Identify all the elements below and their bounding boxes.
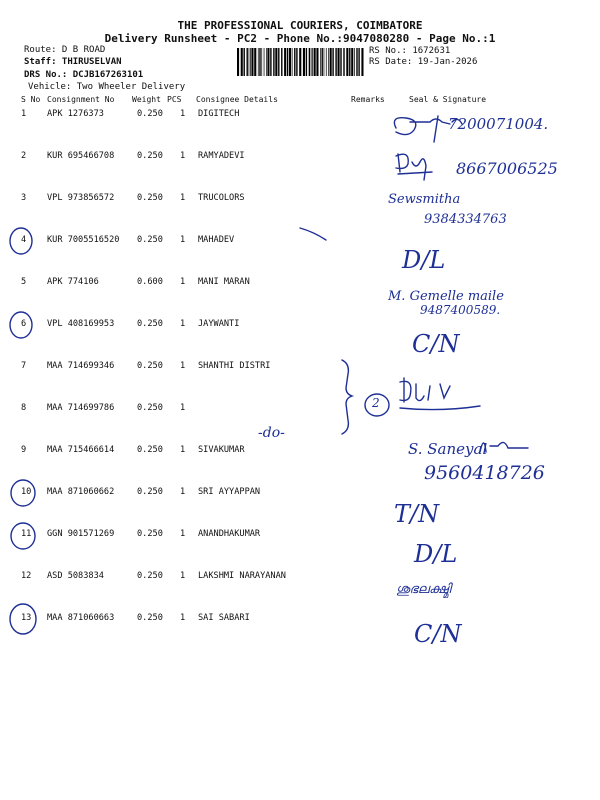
table-row xyxy=(0,613,600,627)
cell-pcs: 1 xyxy=(180,235,186,245)
cell-sno: 9 xyxy=(21,445,27,455)
cell-sno: 7 xyxy=(21,361,27,371)
cell-weight: 0.250 xyxy=(137,193,163,203)
cell-consignment: KUR 695466708 xyxy=(47,151,115,161)
table-row xyxy=(0,571,600,585)
cell-consignment: MAA 871060663 xyxy=(47,613,115,623)
cell-weight: 0.600 xyxy=(137,277,163,287)
handwritten-signature-9: S. Saneyal xyxy=(408,440,488,458)
cell-weight: 0.250 xyxy=(137,361,163,371)
cell-weight: 0.250 xyxy=(137,151,163,161)
column-header-consignment: Consignment No xyxy=(47,95,115,104)
column-header-sno: S No xyxy=(21,95,41,104)
column-header-consignee: Consignee Details xyxy=(196,95,278,104)
cell-weight: 0.250 xyxy=(137,487,163,497)
cell-pcs: 1 xyxy=(180,487,186,497)
drs-number: DRS No.: DCJB167263101 xyxy=(24,70,144,80)
table-row xyxy=(0,445,600,459)
cell-consignment: GGN 901571269 xyxy=(47,529,115,539)
cell-sno: 4 xyxy=(21,235,27,245)
handwritten-remark-6: C/N xyxy=(412,330,460,358)
cell-weight: 0.250 xyxy=(137,445,163,455)
cell-consignee: LAKSHMI NARAYANAN xyxy=(198,571,286,581)
cell-consignment: VPL 408169953 xyxy=(47,319,115,329)
cell-consignment: MAA 715466614 xyxy=(47,445,115,455)
column-header-pcs: PCS xyxy=(167,95,182,104)
cell-consignee: SRI AYYAPPAN xyxy=(198,487,261,497)
cell-consignment: MAA 871060662 xyxy=(47,487,115,497)
handwritten-phone-3: 9384334763 xyxy=(424,212,507,227)
cell-consignment: APK 774106 xyxy=(47,277,99,287)
cell-consignee: SHANTHI DISTRI xyxy=(198,361,271,371)
handwritten-signature-3: Sewsmitha xyxy=(388,192,461,207)
barcode xyxy=(236,48,364,76)
cell-pcs: 1 xyxy=(180,445,186,455)
cell-weight: 0.250 xyxy=(137,529,163,539)
cell-sno: 13 xyxy=(21,613,32,623)
cell-pcs: 1 xyxy=(180,361,186,371)
cell-sno: 2 xyxy=(21,151,27,161)
cell-consignment: APK 1276373 xyxy=(47,109,104,119)
rs-number: RS No.: 1672631 xyxy=(369,46,451,56)
cell-sno: 8 xyxy=(21,403,27,413)
cell-weight: 0.250 xyxy=(137,403,163,413)
table-row xyxy=(0,529,600,543)
cell-weight: 0.250 xyxy=(137,613,163,623)
cell-consignment: ASD 5083834 xyxy=(47,571,104,581)
cell-pcs: 1 xyxy=(180,151,186,161)
table-row xyxy=(0,361,600,375)
handwritten-signature-5: M. Gemelle maile xyxy=(388,289,504,304)
cell-consignee: MANI MARAN xyxy=(198,277,250,287)
handwritten-remark-11: D/L xyxy=(414,540,458,568)
column-header-weight: Weight xyxy=(132,95,161,104)
cell-consignee: DIGITECH xyxy=(198,109,240,119)
handwritten-phone-5: 9487400589. xyxy=(420,303,501,317)
cell-consignment: KUR 7005516520 xyxy=(47,235,120,245)
cell-pcs: 1 xyxy=(180,193,186,203)
cell-consignee: JAYWANTI xyxy=(198,319,240,329)
cell-weight: 0.250 xyxy=(137,319,163,329)
cell-sno: 10 xyxy=(21,487,32,497)
handwritten-remark-4: D/L xyxy=(402,246,446,274)
handwritten-ditto: -do- xyxy=(258,425,285,441)
cell-sno: 3 xyxy=(21,193,27,203)
cell-weight: 0.250 xyxy=(137,235,163,245)
handwritten-phone-1: 7200071004. xyxy=(448,115,549,133)
table-row xyxy=(0,319,600,333)
cell-pcs: 1 xyxy=(180,613,186,623)
cell-pcs: 1 xyxy=(180,319,186,329)
cell-weight: 0.250 xyxy=(137,571,163,581)
cell-sno: 5 xyxy=(21,277,27,287)
runsheet-title: Delivery Runsheet - PC2 - Phone No.:9047080280 - Page No.:1 xyxy=(104,32,496,45)
column-header-remarks: Remarks xyxy=(351,95,385,104)
table-row xyxy=(0,193,600,207)
table-row xyxy=(0,277,600,291)
column-header-seal: Seal & Signature xyxy=(409,95,487,104)
cell-pcs: 1 xyxy=(180,403,186,413)
cell-pcs: 1 xyxy=(180,571,186,581)
cell-sno: 6 xyxy=(21,319,27,329)
cell-consignment: MAA 714699786 xyxy=(47,403,115,413)
cell-consignee: SIVAKUMAR xyxy=(198,445,245,455)
cell-consignee: SAI SABARI xyxy=(198,613,250,623)
vehicle-label: Vehicle: Two Wheeler Delivery xyxy=(28,82,186,92)
cell-pcs: 1 xyxy=(180,277,186,287)
cell-consignee: RAMYADEVI xyxy=(198,151,245,161)
table-row xyxy=(0,403,600,417)
handwritten-remark-13: C/N xyxy=(414,620,462,648)
cell-consignee: ANANDHAKUMAR xyxy=(198,529,261,539)
cell-consignment: VPL 973856572 xyxy=(47,193,115,203)
route-label: Route: D B ROAD xyxy=(24,45,106,55)
handwritten-signature-12: ശുഭലക്ഷ്മി xyxy=(396,582,451,597)
rs-date: RS Date: 19-Jan-2026 xyxy=(369,57,478,67)
cell-consignee: TRUCOLORS xyxy=(198,193,245,203)
cell-sno: 11 xyxy=(21,529,32,539)
handwritten-phone-9: 9560418726 xyxy=(424,462,545,484)
handwritten-phone-2: 8667006525 xyxy=(456,159,558,178)
cell-weight: 0.250 xyxy=(137,109,163,119)
cell-sno: 12 xyxy=(21,571,32,581)
circle-marker-number: 2 xyxy=(372,396,380,410)
cell-pcs: 1 xyxy=(180,109,186,119)
table-row xyxy=(0,487,600,501)
cell-consignment: MAA 714699346 xyxy=(47,361,115,371)
cell-pcs: 1 xyxy=(180,529,186,539)
cell-sno: 1 xyxy=(21,109,27,119)
staff-label: Staff: THIRUSELVAN xyxy=(24,57,122,67)
handwritten-remark-10: T/N xyxy=(394,500,440,528)
company-title: THE PROFESSIONAL COURIERS, COIMBATORE xyxy=(177,19,423,32)
cell-consignee: MAHADEV xyxy=(198,235,235,245)
table-row xyxy=(0,235,600,249)
